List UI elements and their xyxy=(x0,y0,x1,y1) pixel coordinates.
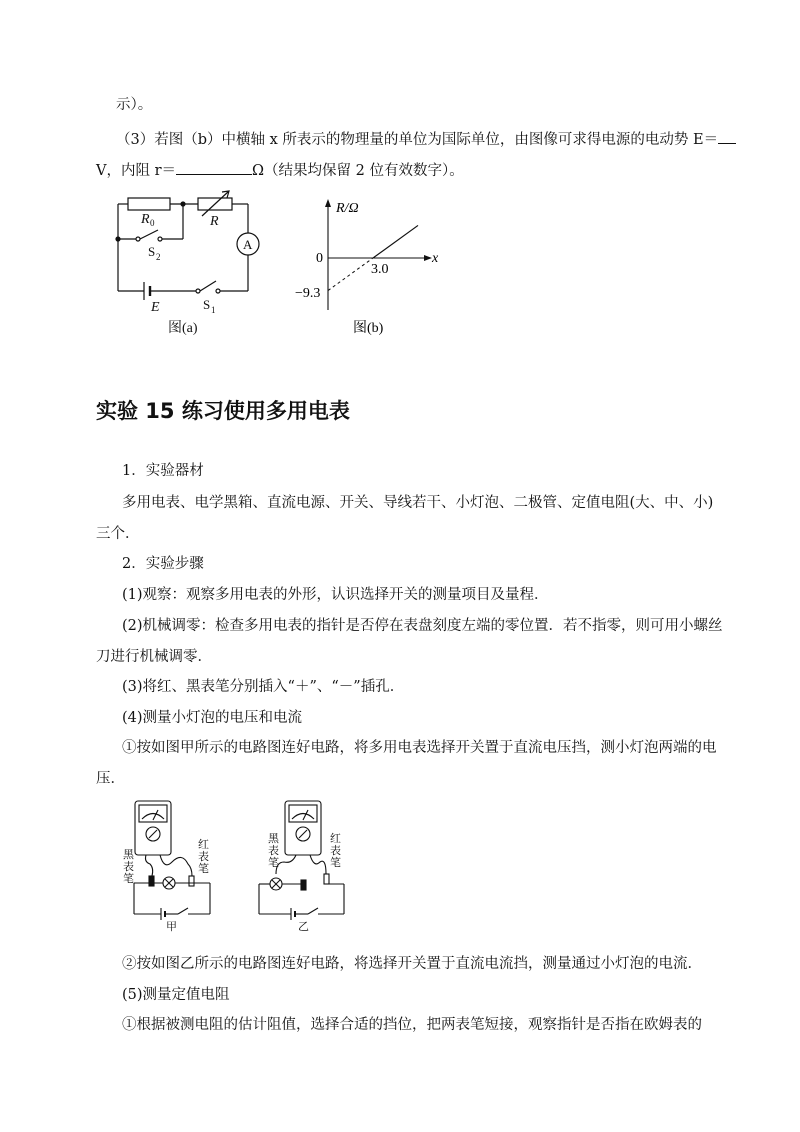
y-axis-label: R/Ω xyxy=(336,201,359,216)
y-intercept-label: −9.3 xyxy=(295,286,321,301)
black-probe-tip xyxy=(149,876,154,886)
extrapolated-segment xyxy=(328,258,373,291)
selector-pointer xyxy=(299,830,307,838)
paragraph-step-3: (3)将红、黑表笔分别插入“＋”、“－”插孔． xyxy=(122,679,405,695)
switch-s2-blade xyxy=(140,230,158,239)
x-intercept-label: 3.0 xyxy=(371,262,389,277)
ammeter-label: A xyxy=(243,237,253,252)
rheostat-arrow xyxy=(202,191,229,216)
red-probe-label-1: 红 xyxy=(330,833,341,845)
paragraph-step-2: (2)机械调零：检查多用电表的指针是否停在表盘刻度左端的零位置．若不指零，则可用小螺丝 xyxy=(122,618,723,634)
paragraph-step-2-cont: 刀进行机械调零． xyxy=(96,649,212,665)
black-probe-label-3: 笔 xyxy=(123,873,134,885)
x-axis-label: x xyxy=(432,251,439,266)
multimeter-body xyxy=(285,801,321,855)
red-probe-label-3: 笔 xyxy=(330,857,341,869)
red-probe-lead xyxy=(160,855,192,876)
red-probe-label-3: 笔 xyxy=(198,863,209,875)
switch-s1-terminal xyxy=(216,289,220,293)
switch-s2-terminal xyxy=(136,237,140,241)
dial-scale xyxy=(142,814,164,820)
emf-blank[interactable] xyxy=(718,129,736,144)
figure-yi-caption: 乙 xyxy=(298,921,309,933)
black-probe-label-3: 笔 xyxy=(268,857,279,869)
paragraph-step-1: (1)观察：观察多用电表的外形，认识选择开关的测量项目及量程． xyxy=(122,587,549,603)
label-s1-sub: 1 xyxy=(211,305,216,315)
paragraph-step-4-1: ①按如图甲所示的电路图连好电路，将多用电表选择开关置于直流电压挡，测小灯泡两端的电 xyxy=(122,740,717,756)
label-s2: S xyxy=(148,244,156,259)
paragraph-step-4-2: ②按如图乙所示的电路图连好电路，将选择开关置于直流电流挡，测量通过小灯泡的电流． xyxy=(122,956,702,972)
paragraph-steps-heading: 2．实验步骤 xyxy=(122,556,204,572)
black-probe-label-2: 表 xyxy=(123,861,134,873)
resistor-r0 xyxy=(128,198,170,210)
red-probe-tip xyxy=(189,876,194,886)
black-probe-label-1: 黑 xyxy=(268,833,279,845)
black-probe-label-1: 黑 xyxy=(123,849,134,861)
data-line xyxy=(373,225,418,258)
black-probe-tip xyxy=(301,880,306,890)
black-probe-lead xyxy=(276,855,296,874)
label-e: E xyxy=(151,300,160,315)
question-3-part-3: Ω（结果均保留 2 位有效数字）。 xyxy=(252,163,464,179)
question-3-line-2 xyxy=(96,160,464,181)
y-axis-arrow xyxy=(325,199,331,207)
switch-s1-terminal xyxy=(196,289,200,293)
multimeter-circuit-yi xyxy=(254,796,354,936)
red-probe-tip xyxy=(324,874,329,884)
paragraph-equipment-cont: 三个． xyxy=(96,526,140,542)
resistance-blank[interactable] xyxy=(176,160,252,175)
circuit-diagram-a xyxy=(108,190,268,340)
origin-label: 0 xyxy=(316,251,323,266)
switch-s1-blade xyxy=(200,281,216,291)
question-3-part-2: V，内阻 r＝ xyxy=(96,163,177,179)
dial-needle xyxy=(303,810,308,820)
paragraph-step-5-1: ①根据被测电阻的估计阻值，选择合适的挡位，把两表笔短接，观察指针是否指在欧姆表的 xyxy=(122,1017,702,1033)
switch-s2-terminal xyxy=(158,237,162,241)
switch-blade xyxy=(178,908,188,914)
dial-needle xyxy=(153,810,158,820)
switch-blade xyxy=(308,908,318,914)
question-3-part-1: （3）若图（b）中横轴 x 所表示的物理量的单位为国际单位，由图像可求得电源的电动势 E＝ xyxy=(116,132,719,148)
label-r0-sub: 0 xyxy=(150,218,155,228)
label-s1: S xyxy=(203,297,211,312)
black-probe-lead xyxy=(146,855,153,876)
selector-pointer xyxy=(149,830,157,838)
black-probe-label-2: 表 xyxy=(268,845,279,857)
multimeter-circuit-jia xyxy=(122,796,222,936)
paragraph-equipment-heading: 1．实验器材 xyxy=(122,463,204,479)
figure-a-caption: 图(a) xyxy=(168,321,198,336)
label-s2-sub: 2 xyxy=(156,252,161,262)
x-axis-arrow xyxy=(424,255,432,261)
graph-b xyxy=(290,190,450,340)
question-3-line xyxy=(116,129,736,150)
paragraph-step-5: (5)测量定值电阻 xyxy=(122,987,230,1003)
top-line-1: 示）。 xyxy=(116,97,153,113)
section-title: 实验 15 练习使用多用电表 xyxy=(96,399,350,423)
paragraph-equipment: 多用电表、电学黑箱、直流电源、开关、导线若干、小灯泡、二极管、定值电阻(大、中、小) xyxy=(122,495,714,511)
multimeter-body xyxy=(135,801,171,855)
paragraph-step-4-1-cont: 压． xyxy=(96,771,125,787)
red-probe-label-1: 红 xyxy=(198,839,209,851)
figure-jia-caption: 甲 xyxy=(166,921,177,933)
paragraph-step-4: (4)测量小灯泡的电压和电流 xyxy=(122,710,303,726)
label-r: R xyxy=(210,214,219,229)
figure-b-caption: 图(b) xyxy=(353,321,384,336)
red-probe-label-2: 表 xyxy=(330,845,341,857)
red-probe-label-2: 表 xyxy=(198,851,209,863)
dial-scale xyxy=(292,814,314,820)
label-r0: R xyxy=(141,212,150,227)
red-probe-lead xyxy=(310,855,326,874)
